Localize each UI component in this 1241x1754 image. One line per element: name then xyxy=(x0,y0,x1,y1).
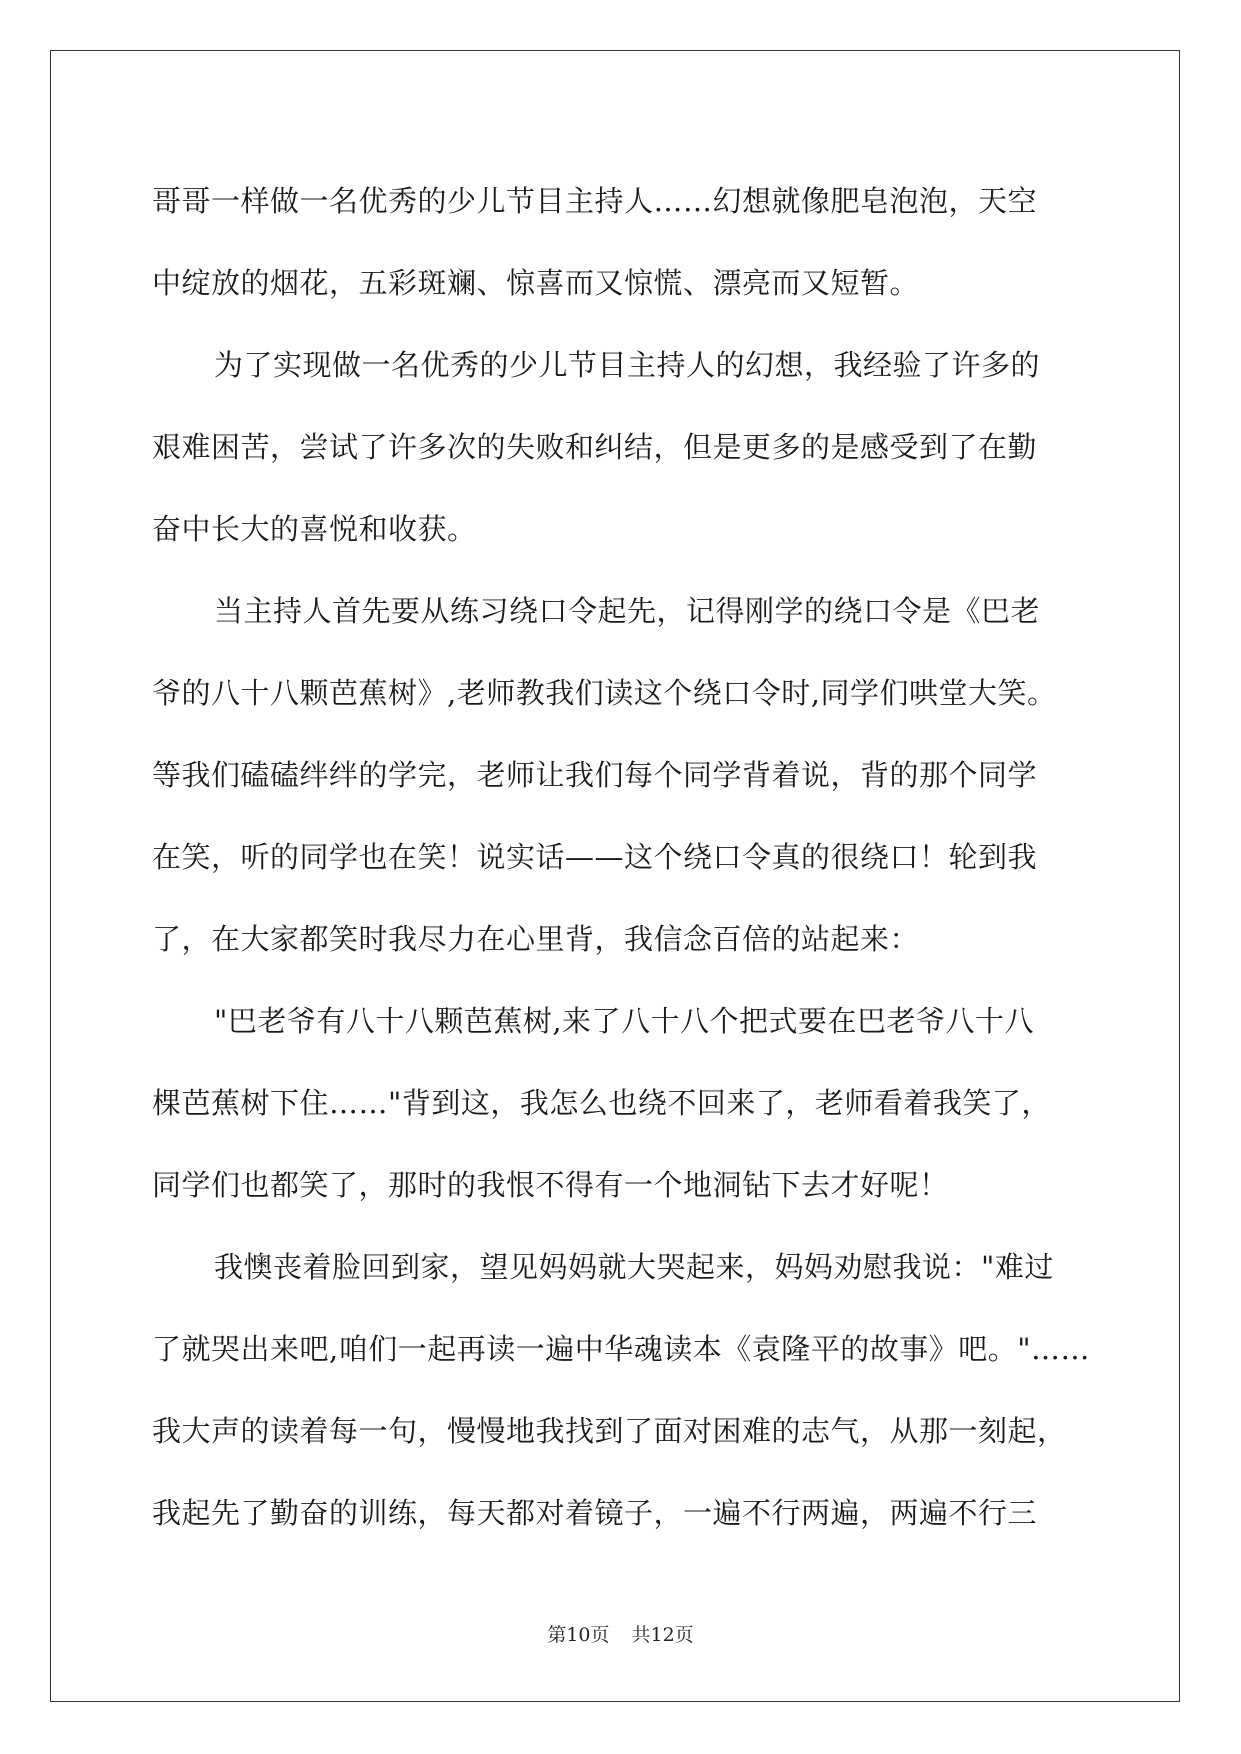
page-number-total: 共12页 xyxy=(631,1624,694,1646)
text-line: 爷的八十八颗芭蕉树》,老师教我们读这个绕口令时,同学们哄堂大笑。 xyxy=(152,676,1057,710)
text-line: 艰难困苦，尝试了许多次的失败和纠结，但是更多的是感受到了在勤 xyxy=(152,430,1038,464)
document-body xyxy=(152,160,1091,1554)
page-footer xyxy=(0,1620,1241,1647)
text-line: 在笑，听的同学也在笑！说实话——这个绕口令真的很绕口！轮到我 xyxy=(152,840,1038,874)
text-line: 等我们磕磕绊绊的学完，老师让我们每个同学背着说，背的那个同学 xyxy=(152,758,1038,792)
text-line: 了就哭出来吧,咱们一起再读一遍中华魂读本《袁隆平的故事》吧。"…… xyxy=(152,1332,1091,1366)
paragraph-start-line: 我懊丧着脸回到家，望见妈妈就大哭起来，妈妈劝慰我说："难过 xyxy=(214,1250,1054,1284)
text-line: 奋中长大的喜悦和收获。 xyxy=(152,512,477,546)
text-line: 同学们也都笑了，那时的我恨不得有一个地洞钻下去才好呢！ xyxy=(152,1168,949,1202)
page-number-current: 第10页 xyxy=(547,1624,610,1646)
paragraph-start-line: "巴老爷有八十八颗芭蕉树,来了八十八个把式要在巴老爷八十八 xyxy=(214,1004,1035,1038)
paragraph-start-line: 当主持人首先要从练习绕口令起先，记得刚学的绕口令是《巴老 xyxy=(214,594,1041,628)
paragraph-start-line: 为了实现做一名优秀的少儿节目主持人的幻想，我经验了许多的 xyxy=(214,348,1041,382)
text-line: 我起先了勤奋的训练，每天都对着镜子，一遍不行两遍，两遍不行三 xyxy=(152,1496,1038,1530)
text-line: 哥哥一样做一名优秀的少儿节目主持人……幻想就像肥皂泡泡，天空 xyxy=(152,184,1038,218)
text-line: 棵芭蕉树下住……"背到这，我怎么也绕不回来了，老师看着我笑了， xyxy=(152,1086,1051,1120)
text-line: 中绽放的烟花，五彩斑斓、惊喜而又惊慌、漂亮而又短暂。 xyxy=(152,266,920,300)
text-line: 了，在大家都笑时我尽力在心里背，我信念百倍的站起来： xyxy=(152,922,920,956)
text-line: 我大声的读着每一句，慢慢地我找到了面对困难的志气，从那一刻起， xyxy=(152,1414,1067,1448)
